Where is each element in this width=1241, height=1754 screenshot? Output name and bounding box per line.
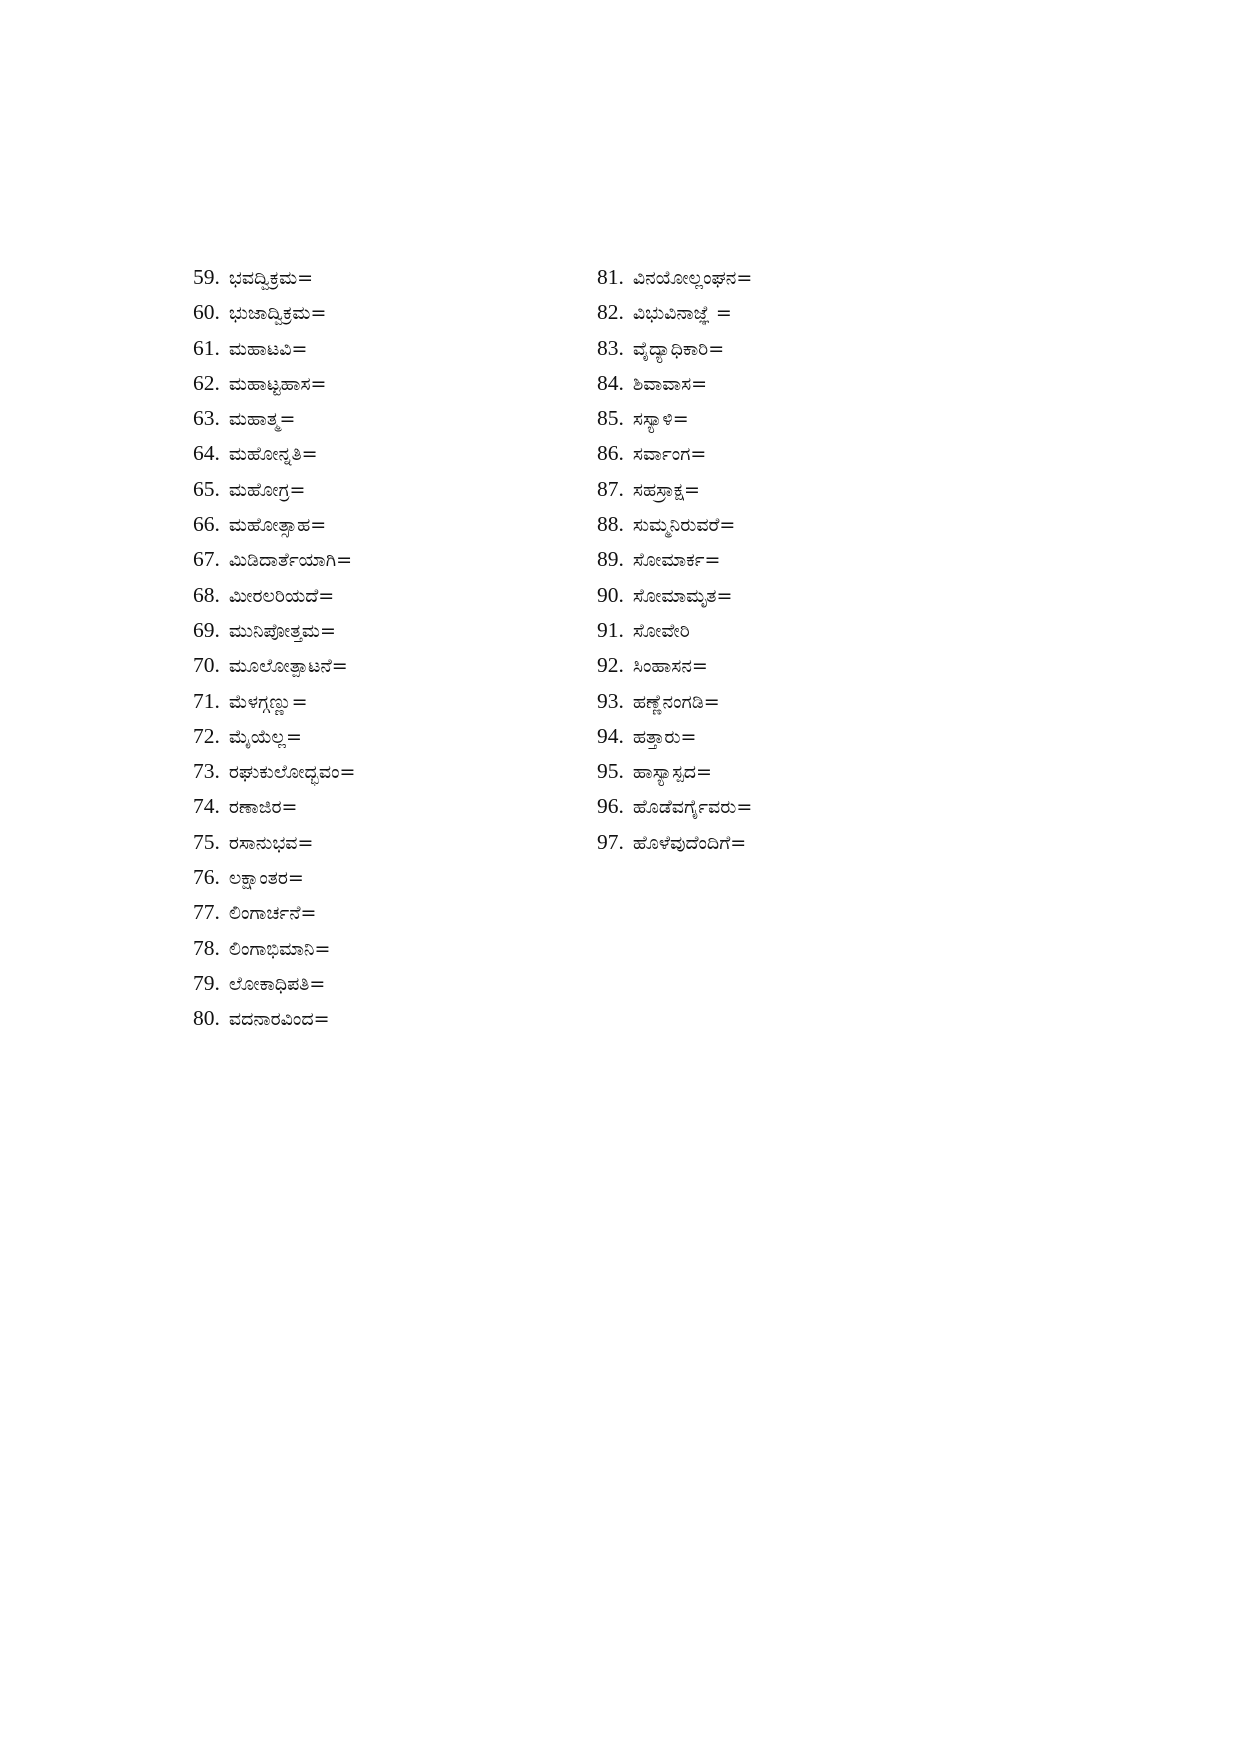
- list-item: [193, 827, 355, 862]
- list-item: [597, 686, 752, 721]
- item-word: ಮೆಳಗ್ಗಣ್ಣು=: [228, 690, 308, 713]
- item-word: ಮಹಾಟ್ಟಹಾಸ=: [228, 372, 327, 395]
- list-item: [193, 509, 355, 544]
- list-item: [193, 544, 355, 579]
- item-word: ಸಸ್ಯಾಳಿ=: [632, 408, 689, 431]
- item-number: 80.: [193, 1006, 220, 1031]
- item-number: 69.: [193, 617, 220, 642]
- item-number: 95.: [597, 759, 624, 784]
- item-word: ಮುನಿಪೋತ್ತಮ=: [228, 619, 336, 642]
- item-word: ವದನಾರವಿಂದ=: [228, 1008, 330, 1031]
- item-number: 92.: [597, 653, 624, 678]
- list-item: [597, 509, 752, 544]
- item-number: 77.: [193, 900, 220, 925]
- item-number: 97.: [597, 829, 624, 854]
- list-item: [193, 615, 355, 650]
- item-word: ಹಾಸ್ಯಾಸ್ಪದ=: [632, 761, 712, 784]
- item-word: ಹಣ್ಣೆನಂಗಡಿ=: [632, 690, 720, 713]
- item-word: ಮಹಾಟವಿ=: [228, 337, 308, 360]
- item-number: 86.: [597, 441, 624, 466]
- item-word: ಹೊಡೆವರ್ಗೈವರು=: [632, 796, 753, 819]
- item-word: ಮಿಡಿದಾರ್ತೆಯಾಗಿ=: [228, 549, 353, 572]
- list-item: [597, 827, 752, 862]
- item-number: 60.: [193, 300, 220, 325]
- list-item: [597, 580, 752, 615]
- item-number: 82.: [597, 300, 624, 325]
- item-word: ರಣಾಜಿರ=: [228, 796, 298, 819]
- item-number: 90.: [597, 582, 624, 607]
- item-number: 76.: [193, 865, 220, 890]
- list-item: [193, 438, 355, 473]
- list-item: [193, 862, 355, 897]
- item-number: 87.: [597, 476, 624, 501]
- item-number: 62.: [193, 370, 220, 395]
- list-item: [597, 297, 752, 332]
- item-number: 89.: [597, 547, 624, 572]
- list-item: [193, 686, 355, 721]
- list-item: [597, 544, 752, 579]
- item-word: ಹೊಳೆವುದೆಂದಿಗೆ=: [632, 831, 747, 854]
- list-item: [597, 438, 752, 473]
- item-number: 94.: [597, 723, 624, 748]
- item-word: ವಿಭುವಿನಾಜ್ಞೆ =: [632, 302, 732, 325]
- list-item: [193, 368, 355, 403]
- list-item: [597, 615, 752, 650]
- list-item: [193, 650, 355, 685]
- item-word: ಮಹೋಗ್ರ=: [228, 478, 306, 501]
- list-item: [193, 403, 355, 438]
- item-word: ಶಿವಾವಾಸ=: [632, 372, 708, 395]
- list-item: [597, 650, 752, 685]
- list-item: [193, 1003, 355, 1038]
- item-number: 96.: [597, 794, 624, 819]
- item-word: ಸೋವೇರಿ: [632, 619, 690, 642]
- item-word: ವಿನಯೋಲ್ಲಂಘನ=: [632, 267, 753, 289]
- item-word: ಮೈಯೆಲ್ಲ=: [228, 725, 302, 748]
- list-item: [193, 580, 355, 615]
- item-number: 72.: [193, 723, 220, 748]
- item-word: ಸೋಮಾಮೃತ=: [632, 584, 733, 607]
- item-word: ಭುಜಾದ್ವಿಕ್ರಮ=: [228, 302, 327, 325]
- list-item: [193, 333, 355, 368]
- item-word: ವೈದ್ಯಾಧಿಕಾರಿ=: [632, 337, 725, 360]
- item-word: ಮಹೋತ್ಸಾಹ=: [228, 514, 327, 537]
- item-word: ಸುಮ್ಮನಿರುವರೆ=: [632, 514, 736, 537]
- left-word-column: [193, 262, 355, 1039]
- item-word: ಲೋಕಾಧಿಪತಿ=: [228, 972, 326, 995]
- item-number: 78.: [193, 935, 220, 960]
- item-number: 73.: [193, 759, 220, 784]
- item-number: 63.: [193, 406, 220, 431]
- item-number: 61.: [193, 335, 220, 360]
- item-word: ಲಿಂಗಾರ್ಚನೆ=: [228, 902, 317, 925]
- list-item: [193, 474, 355, 509]
- list-item: [597, 333, 752, 368]
- item-word: ಸರ್ವಾಂಗ=: [632, 443, 707, 466]
- item-word: ಮೂಲೋತ್ಪಾಟನೆ=: [228, 655, 348, 678]
- list-item: [597, 262, 752, 297]
- list-item: [597, 474, 752, 509]
- item-word: ಭವದ್ವಿಕ್ರಮ=: [228, 267, 314, 289]
- item-number: 64.: [193, 441, 220, 466]
- item-number: 83.: [597, 335, 624, 360]
- list-item: [193, 968, 355, 1003]
- list-item: [597, 368, 752, 403]
- item-word: ಮೀರಲರಿಯದೆ=: [228, 584, 335, 607]
- list-item: [193, 933, 355, 968]
- item-word: ಲಿಂಗಾಭಿಮಾನಿ=: [228, 937, 331, 960]
- item-number: 88.: [597, 512, 624, 537]
- item-number: 70.: [193, 653, 220, 678]
- list-item: [193, 791, 355, 826]
- item-number: 65.: [193, 476, 220, 501]
- item-word: ಸೋಮಾರ್ಕ=: [632, 549, 721, 572]
- list-item: [193, 756, 355, 791]
- item-word: ಮಹಾತ್ಮ=: [228, 408, 296, 431]
- item-number: 67.: [193, 547, 220, 572]
- item-word: ಹತ್ತಾರು=: [632, 725, 697, 748]
- list-item: [597, 403, 752, 438]
- item-number: 91.: [597, 617, 624, 642]
- list-item: [597, 721, 752, 756]
- list-item: [193, 262, 355, 297]
- item-number: 74.: [193, 794, 220, 819]
- item-word: ರಸಾನುಭವ=: [228, 831, 314, 854]
- list-item: [597, 791, 752, 826]
- list-item: [193, 721, 355, 756]
- list-item: [193, 897, 355, 932]
- item-word: ಲಕ್ಷಾಂತರ=: [228, 867, 304, 890]
- list-item: [597, 756, 752, 791]
- item-number: 81.: [597, 265, 624, 289]
- item-number: 84.: [597, 370, 624, 395]
- item-number: 93.: [597, 688, 624, 713]
- item-number: 59.: [193, 265, 220, 289]
- item-word: ರಘುಕುಲೋದ್ಭವಂ=: [228, 761, 356, 784]
- item-word: ಸಹಸ್ರಾಕ್ಷ=: [632, 478, 700, 501]
- item-number: 68.: [193, 582, 220, 607]
- item-word: ಸಿಂಹಾಸನ=: [632, 655, 708, 678]
- item-number: 85.: [597, 406, 624, 431]
- item-word: ಮಹೋನ್ನತಿ=: [228, 443, 318, 466]
- item-number: 75.: [193, 829, 220, 854]
- item-number: 66.: [193, 512, 220, 537]
- list-item: [193, 297, 355, 332]
- item-number: 79.: [193, 970, 220, 995]
- right-word-column: [597, 262, 752, 862]
- item-number: 71.: [193, 688, 220, 713]
